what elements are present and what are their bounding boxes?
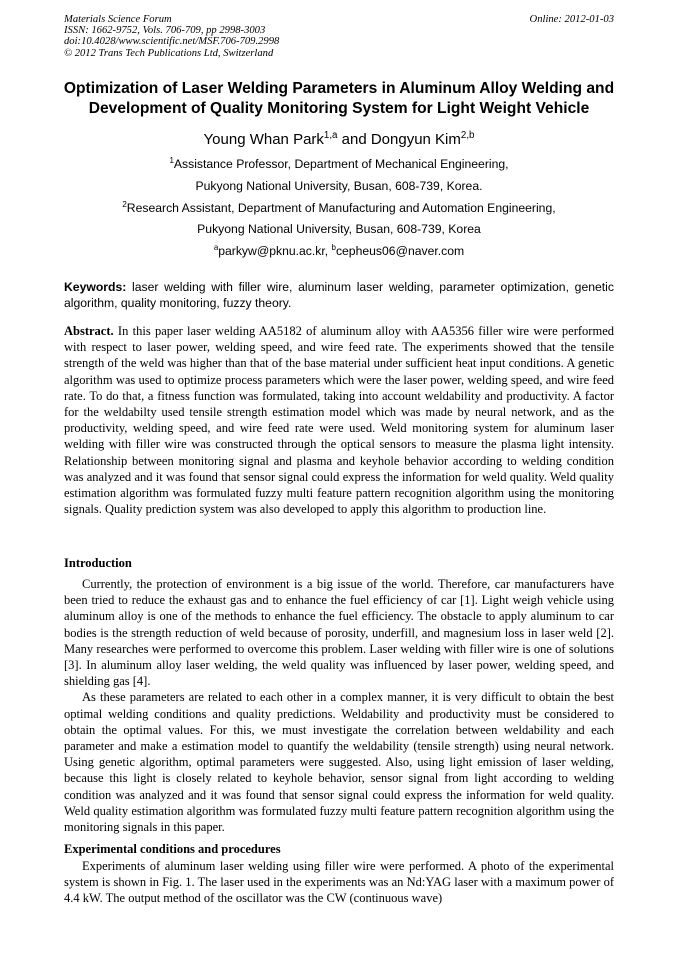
abstract-block — [64, 323, 614, 517]
experimental-paragraph-1: Experiments of aluminum laser welding using filler wire were performed. A photo of the experimental system is shown in Fig. 1. The laser used in the experiments was an Nd:YAG laser with a maximum power of 4.4 kW. The output method of the oscillator was the CW (continuous wave) — [64, 859, 614, 906]
journal-header — [64, 14, 279, 59]
introduction-body — [64, 576, 614, 835]
keywords-block — [64, 279, 614, 311]
author-1-sup: 1,a — [323, 130, 338, 141]
affiliation-1-text: Assistance Professor, Department of Mechanical Engineering, — [173, 157, 509, 171]
affiliation-1-line-2: Pukyong National University, Busan, 608-739, Korea. — [195, 179, 483, 193]
abstract-label: Abstract. — [64, 324, 114, 338]
affiliation-2-line-2: Pukyong National University, Busan, 608-739, Korea — [197, 222, 481, 236]
introduction-paragraph-2: As these parameters are related to each other in a complex manner, it is very difficult to obtain the best optimal welding conditions and quality predictions. Weldability and productivity must be considered to obtain the optimal values. For this, we must investigate the correlation between weldability and each parameter and make a estimation model to quantify the weldability (tensile strength) using neural network. Using genetic algorithm, optimal parameters were suggested. Also, using light emission of laser welding, because this light is closely related to keyhole behavior, sensor signal from light according to welding condition was analyzed and it was found that sensor signal could express the information for weld quality. Weld quality estimation algorithm was formulated fuzzy multi feature pattern recognition algorithm using the monitoring signals in this paper. — [64, 690, 614, 835]
issn-line: ISSN: 1662-9752, Vols. 706-709, pp 2998-3003 — [64, 25, 266, 37]
affiliation-2-line-1 — [0, 201, 678, 216]
affiliation-2-sup: 2 — [122, 199, 127, 209]
doi-line: doi:10.4028/www.scientific.net/MSF.706-709.2998 — [64, 36, 280, 48]
paper-title: Optimization of Laser Welding Parameters in Aluminum Alloy Welding and Development of Quality Monitoring System for Light Weight Vehicle — [63, 80, 615, 117]
author-1-name: Young Whan Park — [203, 131, 324, 148]
email-b: cepheus06@naver.com — [335, 244, 465, 258]
experimental-heading: Experimental conditions and procedures — [64, 842, 281, 856]
keywords-label: Keywords: — [64, 280, 127, 294]
abstract-text: In this paper laser welding AA5182 of aluminum alloy with AA5356 filler wire were performed with respect to laser power, welding speed, and wire feed rate. The experiments showed that the tensile strength of the weld was higher than that of the base material under sufficient heat input conditions. A genetic algorithm was used to optimize process parameters which were the laser power, welding speed, and wire feed rate. To do that, a fitness function was formulated, taking into account weldability and productivity. A factor for the weldabilty used tensile strength estimation model which was made by neural network, and as the productivity, welding speed, and wire feed rate were used. Weld monitoring system for aluminum laser welding with filler wire was constructed through the optical sensors to measure the plasma light intensity. Relationship between monitoring signal and plasma and keyhole behavior according to welding condition was analyzed and it was found that sensor signal could express the information for weld quality. Weld quality estimation algorithm was formulated fuzzy multi feature pattern recognition algorithm using the monitoring signals. Quality prediction system was also developed to apply this algorithm to production line. — [64, 324, 614, 517]
keywords-text: laser welding with filler wire, aluminum laser welding, parameter optimization, genetic algorithm, quality monitoring, fuzzy theory. — [64, 280, 614, 310]
email-line — [0, 244, 678, 259]
copyright-line: © 2012 Trans Tech Publications Ltd, Switzerland — [64, 47, 274, 59]
introduction-heading: Introduction — [64, 556, 132, 570]
introduction-paragraph-1: Currently, the protection of environment is a big issue of the world. Therefore, car manufacturers have been tried to reduce the exhaust gas and to enhance the fuel efficiency of car [1]. Light weigh vehicle using aluminum alloy is one of the methods to enhance the fuel efficiency. The obstacle to apply aluminum to car bodies is the strength reduction of weld because of porosity, underfill, and magnesium loss in laser weld [2]. Many researches were performed to overcome this problem. Laser welding with filler wire is one of solutions [3]. In aluminum alloy laser welding, the weld quality was influenced by laser power, welding speed, and shielding gas [4]. — [64, 577, 614, 689]
journal-name: Materials Science Forum — [64, 14, 172, 25]
author-2-name: Dongyun Kim — [370, 131, 461, 148]
affiliation-1-line-1 — [0, 157, 678, 172]
affiliation-1-sup: 1 — [169, 155, 174, 165]
affiliation-2-text: Research Assistant, Department of Manufacturing and Automation Engineering, — [126, 201, 556, 215]
email-b-sup: b — [331, 242, 336, 252]
email-a-sup: a — [213, 242, 219, 252]
experimental-body — [64, 858, 614, 907]
author-2-sup: 2,b — [460, 130, 475, 141]
author-line — [0, 131, 678, 149]
author-conjunction: and — [337, 131, 371, 148]
online-date: Online: 2012-01-03 — [529, 14, 614, 25]
email-a: parkyw@pknu.ac.kr, — [218, 244, 332, 258]
